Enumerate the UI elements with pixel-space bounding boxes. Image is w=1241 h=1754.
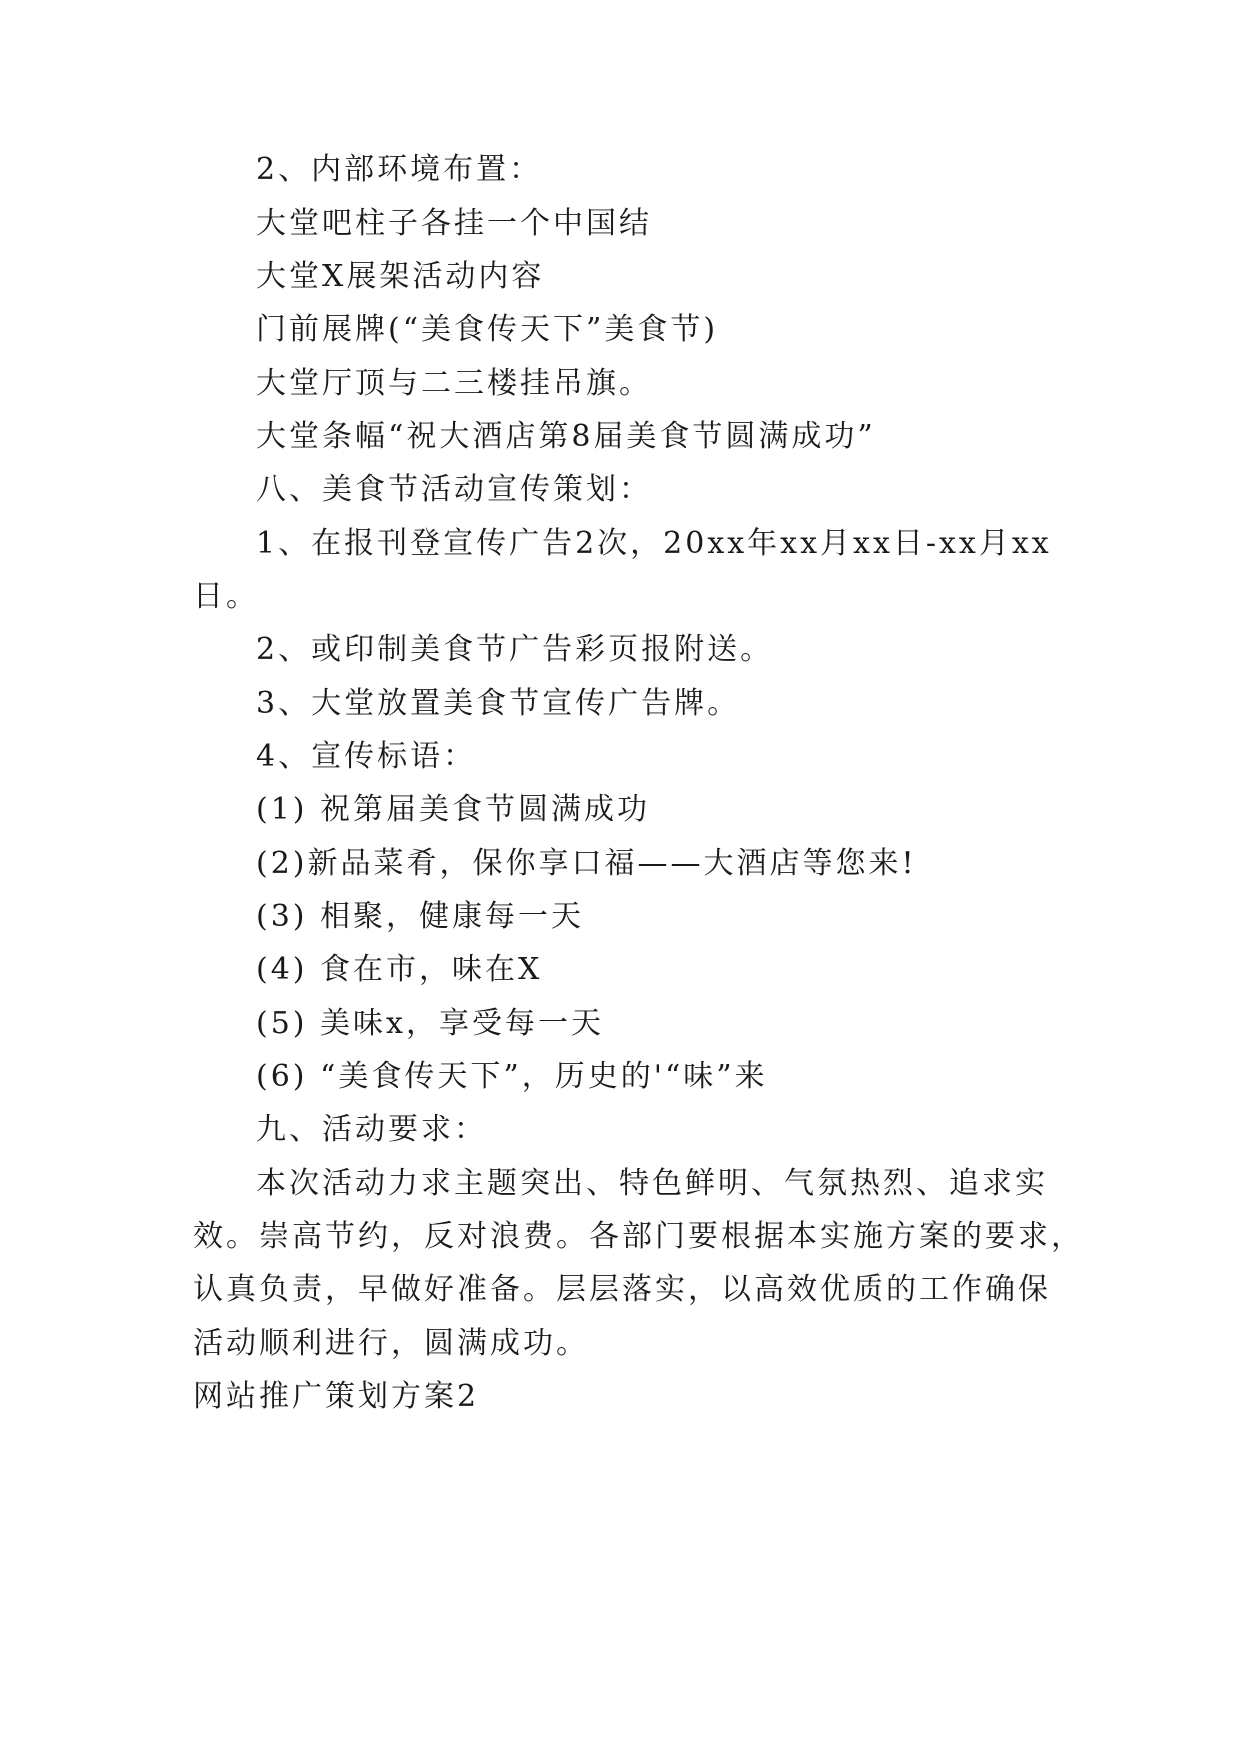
slogan-item: (5) 美味x，享受每一天 bbox=[256, 1006, 604, 1041]
text-line: 日。 bbox=[193, 579, 259, 614]
text-line: 大堂厅顶与二三楼挂吊旗。 bbox=[256, 366, 652, 401]
slogan-item: (6) “美食传天下”，历史的'“味”来 bbox=[256, 1059, 768, 1094]
section-heading: 八、美食节活动宣传策划： bbox=[256, 472, 652, 507]
slogan-item: (1) 祝第届美食节圆满成功 bbox=[256, 792, 651, 827]
text-line: 4、宣传标语： bbox=[256, 739, 477, 774]
document-title: 网站推广策划方案2 bbox=[193, 1379, 480, 1414]
paragraph-line: 认真负责，早做好准备。层层落实，以高效优质的工作确保 bbox=[193, 1272, 1051, 1307]
slogan-item: (4) 食在市，味在X bbox=[256, 952, 543, 987]
slogan-item: (2)新品菜肴，保你享口福——大酒店等您来! bbox=[256, 846, 917, 881]
text-line: 大堂吧柱子各挂一个中国结 bbox=[256, 206, 652, 241]
section-heading: 九、活动要求： bbox=[256, 1112, 487, 1147]
text-line: 1、在报刊登宣传广告2次，20xx年xx月xx日-xx月xx bbox=[256, 526, 1052, 561]
text-line: 大堂X展架活动内容 bbox=[256, 259, 545, 294]
text-line: 2、内部环境布置： bbox=[256, 152, 543, 187]
slogan-item: (3) 相聚，健康每一天 bbox=[256, 899, 585, 934]
paragraph-line: 活动顺利进行，圆满成功。 bbox=[193, 1326, 589, 1361]
paragraph-line: 效。崇高节约，反对浪费。各部门要根据本实施方案的要求， bbox=[193, 1219, 1084, 1254]
text-line: 大堂条幅“祝大酒店第8届美食节圆满成功” bbox=[256, 419, 876, 454]
text-line: 2、或印制美食节广告彩页报附送。 bbox=[256, 632, 774, 667]
text-line: 3、大堂放置美食节宣传广告牌。 bbox=[256, 686, 741, 721]
text-line: 门前展牌(“美食传天下”美食节) bbox=[256, 312, 719, 347]
paragraph-line: 本次活动力求主题突出、特色鲜明、气氛热烈、追求实 bbox=[256, 1166, 1048, 1201]
